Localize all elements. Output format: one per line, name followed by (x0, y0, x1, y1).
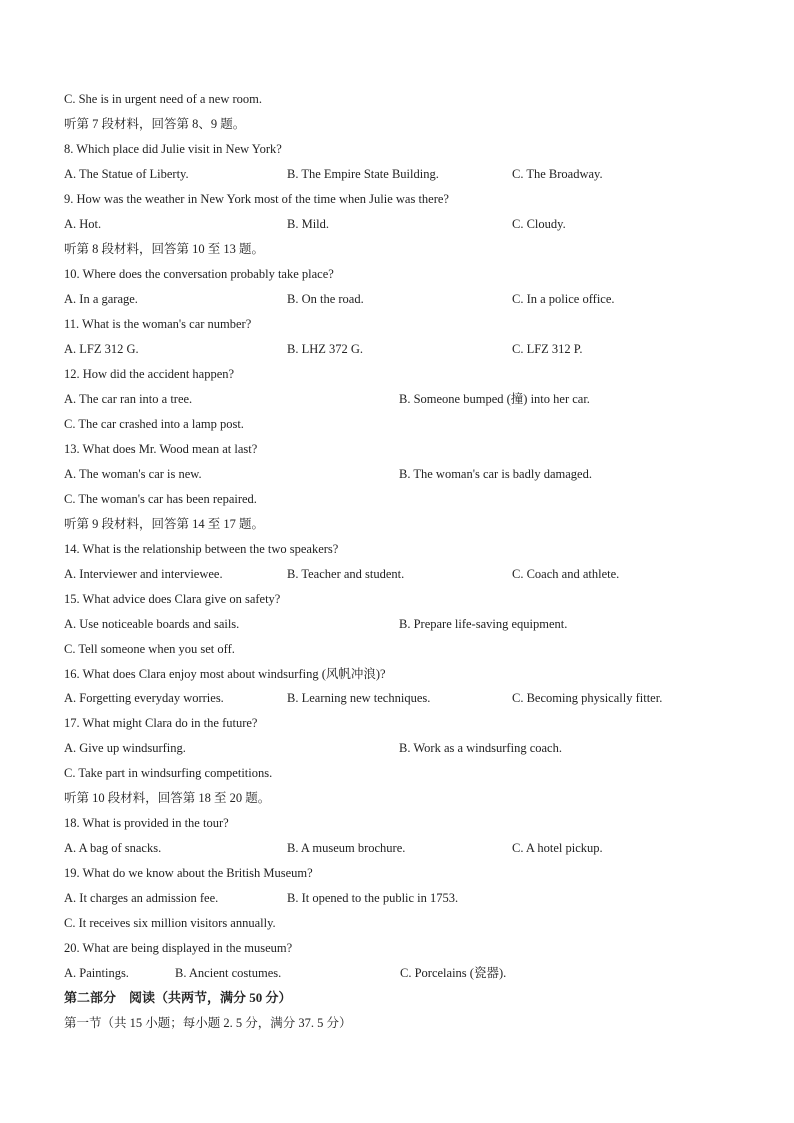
question-15: 15. What advice does Clara give on safety? (64, 592, 281, 606)
q11-option-c: C. LFZ 312 P. (512, 342, 583, 356)
question-20: 20. What are being displayed in the museum? (64, 941, 293, 955)
q13-option-a: A. The woman's car is new. (64, 467, 202, 481)
question-17: 17. What might Clara do in the future? (64, 716, 258, 730)
q19-option-c: C. It receives six million visitors annually. (64, 916, 276, 930)
question-16: 16. What does Clara enjoy most about windsurfing (风帆冲浪)? (64, 667, 386, 681)
q16-option-b: B. Learning new techniques. (287, 691, 431, 705)
q20-option-b: B. Ancient costumes. (175, 966, 282, 980)
q19-option-b: B. It opened to the public in 1753. (287, 891, 459, 905)
q18-option-a: A. A bag of snacks. (64, 841, 162, 855)
q12-option-c: C. The car crashed into a lamp post. (64, 417, 244, 431)
passage-8-heading: 听第 8 段材料，回答第 10 至 13 题。 (64, 242, 265, 256)
q14-option-b: B. Teacher and student. (287, 567, 405, 581)
question-12: 12. How did the accident happen? (64, 367, 235, 381)
q15-option-c: C. Tell someone when you set off. (64, 642, 235, 656)
q9-option-b: B. Mild. (287, 217, 330, 231)
q8-option-a: A. The Statue of Liberty. (64, 167, 189, 181)
q9-option-a: A. Hot. (64, 217, 102, 231)
q17-option-a: A. Give up windsurfing. (64, 741, 186, 755)
q9-option-c: C. Cloudy. (512, 217, 566, 231)
q20-option-a: A. Paintings. (64, 966, 129, 980)
q19-option-a: A. It charges an admission fee. (64, 891, 219, 905)
q16-option-a: A. Forgetting everyday worries. (64, 691, 224, 705)
passage-9-heading: 听第 9 段材料，回答第 14 至 17 题。 (64, 517, 265, 531)
q17-option-b: B. Work as a windsurfing coach. (399, 741, 562, 755)
question-8: 8. Which place did Julie visit in New York? (64, 142, 282, 156)
section-1-heading: 第一节（共 15 小题；每小题 2. 5 分，满分 37. 5 分） (64, 1016, 352, 1030)
q10-option-a: A. In a garage. (64, 292, 138, 306)
q17-option-c: C. Take part in windsurfing competitions. (64, 766, 273, 780)
q14-option-a: A. Interviewer and interviewee. (64, 567, 223, 581)
question-14: 14. What is the relationship between the two speakers? (64, 542, 339, 556)
q8-option-b: B. The Empire State Building. (287, 167, 439, 181)
passage-10-heading: 听第 10 段材料，回答第 18 至 20 题。 (64, 791, 271, 805)
q11-option-a: A. LFZ 312 G. (64, 342, 139, 356)
q15-option-a: A. Use noticeable boards and sails. (64, 617, 240, 631)
q10-option-c: C. In a police office. (512, 292, 615, 306)
q18-option-c: C. A hotel pickup. (512, 841, 603, 855)
q13-option-b: B. The woman's car is badly damaged. (399, 467, 592, 481)
q10-option-b: B. On the road. (287, 292, 364, 306)
q12-option-b: B. Someone bumped (撞) into her car. (399, 392, 590, 406)
question-13: 13. What does Mr. Wood mean at last? (64, 442, 258, 456)
q7-option-c: C. She is in urgent need of a new room. (64, 92, 262, 106)
passage-7-heading: 听第 7 段材料，回答第 8、9 题。 (64, 117, 246, 131)
q13-option-c: C. The woman's car has been repaired. (64, 492, 257, 506)
question-10: 10. Where does the conversation probably take place? (64, 267, 334, 281)
question-11: 11. What is the woman's car number? (64, 317, 252, 331)
q16-option-c: C. Becoming physically fitter. (512, 691, 663, 705)
q20-option-c: C. Porcelains (瓷器). (400, 966, 507, 980)
q12-option-a: A. The car ran into a tree. (64, 392, 193, 406)
q8-option-c: C. The Broadway. (512, 167, 603, 181)
question-9: 9. How was the weather in New York most of the time when Julie was there? (64, 192, 449, 206)
q15-option-b: B. Prepare life-saving equipment. (399, 617, 568, 631)
q11-option-b: B. LHZ 372 G. (287, 342, 364, 356)
part-2-heading: 第二部分 阅读（共两节，满分 50 分） (64, 990, 292, 1005)
q14-option-c: C. Coach and athlete. (512, 567, 620, 581)
q18-option-b: B. A museum brochure. (287, 841, 406, 855)
question-18: 18. What is provided in the tour? (64, 816, 229, 830)
question-19: 19. What do we know about the British Museum? (64, 866, 313, 880)
